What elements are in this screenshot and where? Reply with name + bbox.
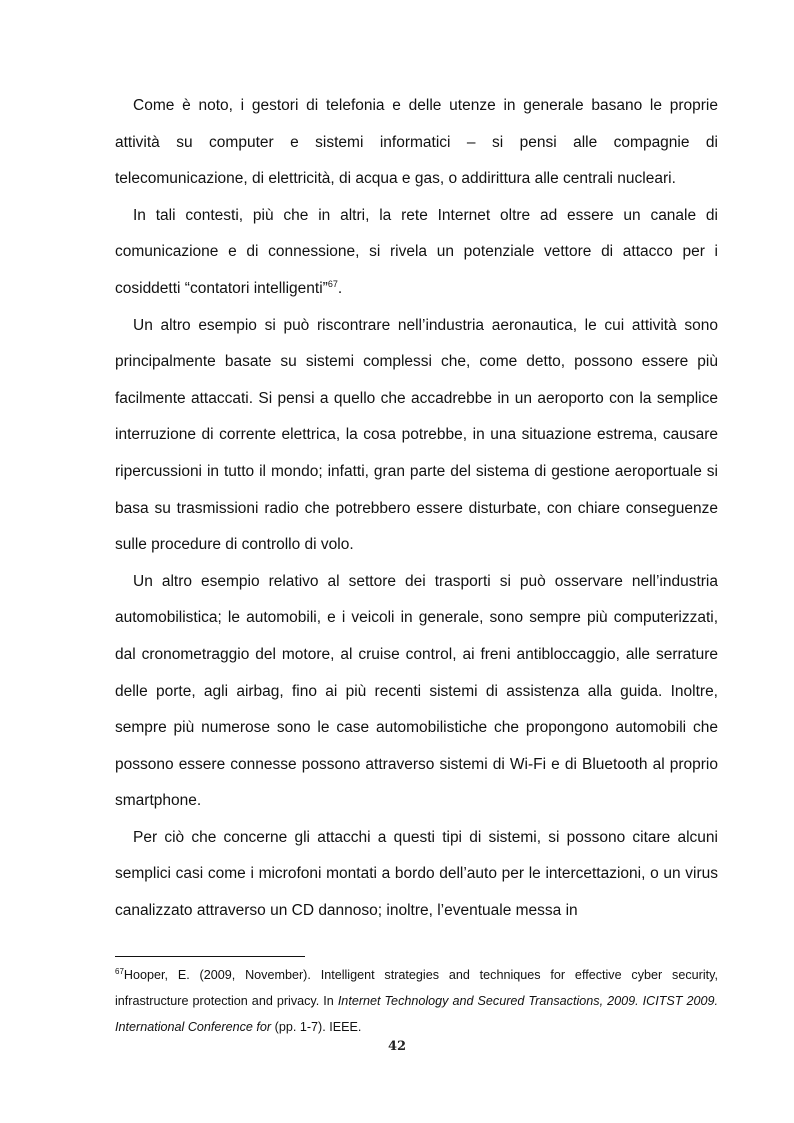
footnote-separator: [115, 956, 305, 957]
footnote-reference[interactable]: 67: [327, 278, 338, 289]
paragraph-text: In tali contesti, più che in altri, la rete Internet oltre ad essere un canale di comunicazione e di connessione, si rivela un potenziale vettore di attacco per i cosiddetti “contatori intelligenti”: [115, 206, 718, 297]
paragraph-text-end: .: [337, 279, 343, 297]
footnote-text: Hooper, E. (2009, November). Intelligent strategies and techniques for effective cyber security, infrastructure protection and privacy. In: [115, 968, 718, 1008]
body-text: [115, 88, 718, 930]
paragraph-attacks: Per ciò che concerne gli attacchi a questi tipi di sistemi, si possono citare alcuni semplici casi come i microfoni montati a bordo dell’auto per le intercettazioni, o un virus canalizzato attraverso un CD dannoso; inoltre, l’eventuale messa in: [115, 828, 718, 920]
footnote-pages: (pp. 1-7). IEEE.: [271, 1020, 362, 1034]
paragraph-automotive: Un altro esempio relativo al settore dei trasporti si può osservare nell’industria automobilistica; le automobili, e i veicoli in generale, sono sempre più computerizzati, dal cronometraggio del motore, al cruise control, ai freni antibloccaggio, alle serrature delle porte, agli airbag, fino ai più recenti sistemi di assistenza alla guida. Inoltre, sempre più numerose sono le case automobilistiche che propongono automobili che possono essere connesse possono attraverso sistemi di Wi-Fi e di Bluetooth al proprio smartphone.: [115, 572, 718, 810]
footnote: [115, 962, 718, 1040]
paragraph-utilities: Come è noto, i gestori di telefonia e delle utenze in generale basano le proprie attività su computer e sistemi informatici – si pensi alle compagnie di telecomunicazione, di elettricità, di acqua e gas, o addirittura alle centrali nucleari.: [115, 97, 718, 188]
footnote-number: 67: [115, 967, 124, 976]
paragraph-smart-meters: [115, 198, 718, 308]
footnote-conference-title: Internet Technology and Secured Transactions, 2009. ICITST 2009. International Conference for: [115, 994, 719, 1034]
paragraph-aeronautics: Un altro esempio si può riscontrare nell’industria aeronautica, le cui attività sono principalmente basate su sistemi complessi che, come detto, possono essere più facilmente attaccati. Si pensi a quello che accadrebbe in un aeroporto con la semplice interruzione di corrente elettrica, la cosa potrebbe, in una situazione estrema, causare ripercussioni in tutto il mondo; infatti, gran parte del sistema di gestione aeroportuale si basa su trasmissioni radio che potrebbero essere disturbate, con chiare conseguenze sulle procedure di controllo di volo.: [115, 316, 718, 554]
page-number: 42: [387, 1039, 407, 1054]
